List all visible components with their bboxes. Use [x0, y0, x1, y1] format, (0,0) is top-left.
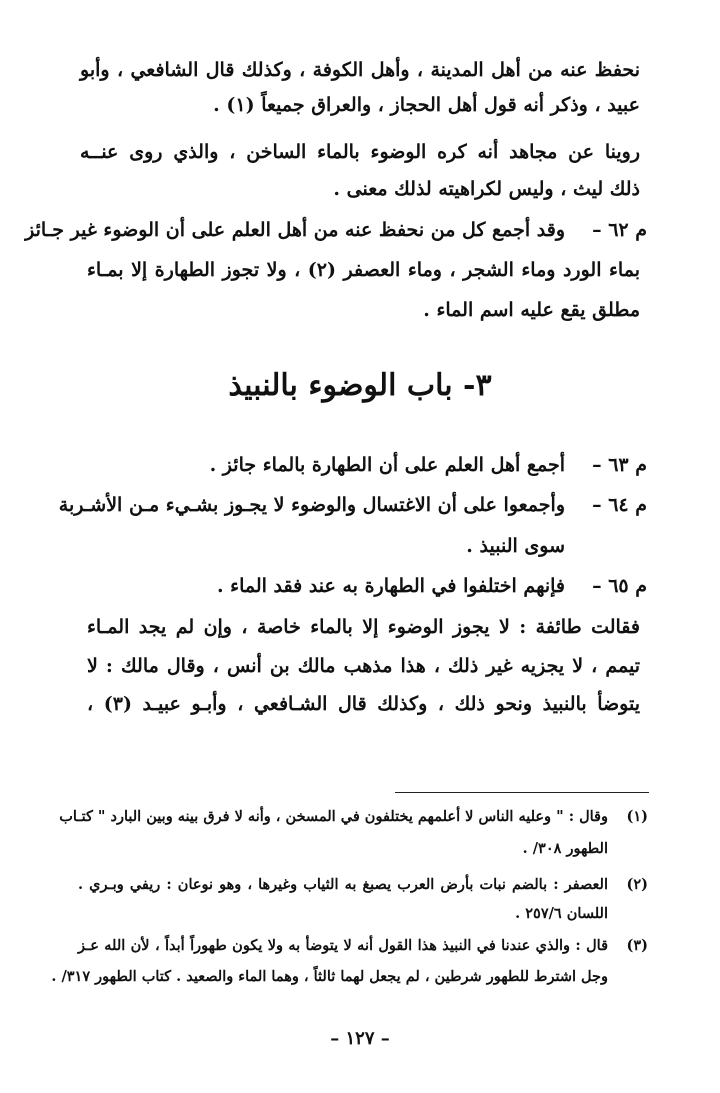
chapter-heading: ٣- باب الوضوء بالنبيذ	[228, 368, 492, 403]
text-line: بماء الورد وماء الشجر ، وماء العصفر (٢) ، ولا تجوز الطهارة إلا بمـاء	[87, 259, 640, 281]
text-line: عبيد ، وذكر أنه قول أهل الحجاز ، والعراق جميعاً (١) .	[213, 94, 640, 116]
text-line: ذلك ليث ، وليس لكراهيته لذلك معنى .	[333, 178, 640, 200]
text-line: وقد أجمع كل من نحفظ عنه من أهل العلم على أن الوضوء غير جـائز	[25, 219, 565, 241]
footnote-line: وجل اشترط للطهور شرطين ، لم يجعل لهما ثالثاً ، وهما الماء والصعيد . كتاب الطهور ٣١٧/ .	[51, 968, 608, 985]
page-number: – ١٢٧ –	[330, 1028, 390, 1049]
text-line: سوى النبيذ .	[466, 535, 565, 557]
footnote-line: الطهور ٣٠٨/ .	[522, 840, 608, 857]
issue-number-64: م ٦٤ –	[592, 494, 647, 516]
footnote-number: (٢)	[626, 876, 648, 893]
footnote-line: قال : والذي عندنا في النبيذ هذا القول أنه لا يتوضأ به ولا يكون طهوراً أبداً ، لأن الله عـز	[78, 937, 608, 954]
text-line: فإنهم اختلفوا في الطهارة به عند فقد الماء .	[216, 575, 565, 597]
text-line: روينا عن مجاهد أنه كره الوضوء بالماء الساخن ، والذي روى عنــه	[80, 141, 640, 163]
footnote-separator	[395, 792, 649, 793]
issue-number-63: م ٦٣ –	[592, 454, 647, 476]
text-line: يتوضأ بالنبيذ ونحو ذلك ، وكذلك قال الشـافعي ، وأبـو عبيـد (٣) ،	[87, 693, 640, 715]
footnote-line: العصفر : بالضم نبات بأرض العرب يصبغ به الثياب وغيرها ، وهو نوعان : ريفي وبـري .	[78, 876, 608, 893]
footnote-line: وقال : " وعليه الناس لا أعلمهم يختلفون في المسخن ، وأنه لا فرق بينه وبين البارد " كتـاب	[59, 808, 608, 825]
footnote-line: اللسان ٢٥٧/٦ .	[515, 905, 608, 922]
issue-number-62: م ٦٢ –	[592, 219, 647, 241]
text-line: أجمع أهل العلم على أن الطهارة بالماء جائز .	[209, 454, 565, 476]
footnote-number: (٣)	[626, 937, 648, 954]
text-line: وأجمعوا على أن الاغتسال والوضوء لا يجـوز بشـيء مـن الأشـربة	[58, 494, 565, 516]
text-line: تيمم ، لا يجزيه غير ذلك ، هذا مذهب مالك بن أنس ، وقال مالك : لا	[87, 655, 640, 677]
text-line: نحفظ عنه من أهل المدينة ، وأهل الكوفة ، وكذلك قال الشافعي ، وأبو	[80, 59, 640, 81]
text-line: مطلق يقع عليه اسم الماء .	[423, 299, 640, 321]
text-line: فقالت طائفة : لا يجوز الوضوء إلا بالماء خاصة ، وإن لم يجد المـاء	[87, 616, 640, 638]
footnote-number: (١)	[626, 808, 648, 825]
issue-number-65: م ٦٥ –	[592, 575, 647, 597]
